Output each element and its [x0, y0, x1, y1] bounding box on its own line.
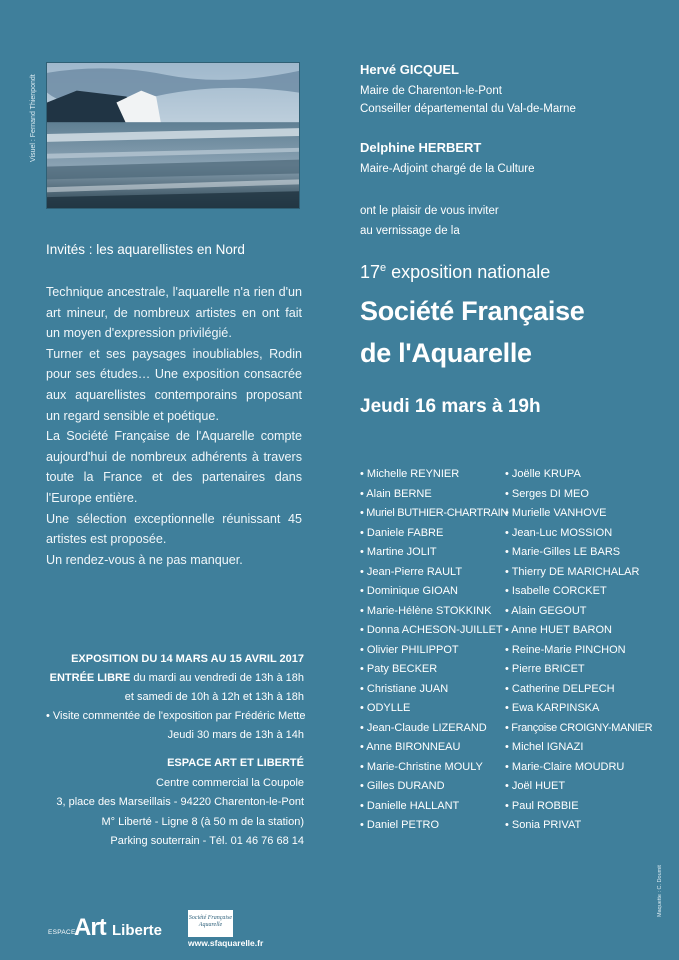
host1-role: Conseiller départemental du Val-de-Marne [360, 103, 576, 115]
list-item: • Danielle HALLANT [360, 799, 460, 812]
list-item: • Thierry DE MARICHALAR [505, 565, 640, 578]
list-item: • ODYLLE [360, 702, 411, 714]
event-title: Société Française [360, 296, 585, 326]
invites-heading: Invités : les aquarellistes en Nord [46, 242, 245, 257]
paragraph: Une sélection exceptionnelle réunissant 45 artistes est proposée. [46, 511, 302, 547]
free-entry: ENTRÉE LIBRE [49, 672, 131, 684]
list-item: • Joël HUET [505, 780, 566, 792]
list-item: • Paty BECKER [360, 663, 438, 675]
list-item: • Donna ACHESON-JUILLET [360, 624, 503, 636]
event-title: de l'Aquarelle [360, 338, 532, 368]
list-item: • Michelle REYNIER [360, 468, 460, 480]
list-item: • Olivier PHILIPPOT [360, 643, 459, 656]
design-credit: Maquette : C. Doumit [657, 865, 663, 917]
event-date: Jeudi 16 mars à 19h [360, 396, 541, 417]
website-link[interactable]: www.sfaquarelle.fr [188, 938, 264, 948]
list-item: • Martine JOLIT [360, 546, 437, 558]
paragraph: Un rendez-vous à ne pas manquer. [46, 552, 243, 567]
list-item: • Marie-Claire MOUDRU [505, 760, 625, 773]
venue-line: M° Liberté - Ligne 8 (à 50 m de la station) [101, 815, 304, 828]
list-item: • Daniele FABRE [360, 526, 444, 539]
list-item: • Serges DI MEO [505, 487, 589, 500]
list-item: • Catherine DELPECH [505, 682, 615, 695]
list-item: • Françoise CROIGNY-MANIER [505, 721, 653, 734]
list-item: • Reine-Marie PINCHON [505, 643, 626, 656]
list-item: • Marie-Gilles LE BARS [505, 546, 621, 558]
host1-name: Hervé GICQUEL [360, 62, 459, 77]
list-item: • Michel IGNAZI [505, 741, 584, 753]
list-item: • Jean-Pierre RAULT [360, 565, 463, 578]
list-item: • Isabelle CORCKET [505, 585, 607, 597]
list-item: • Alain GEGOUT [505, 604, 587, 617]
paragraph: Turner et ses paysages inoubliables, Rodin pour ses études… Une exposition consacrée aux aquarellistes contemporains proposant un regard sensible et poétique. [46, 346, 302, 423]
exhibition-dates: EXPOSITION DU 14 MARS AU 15 AVRIL 2017 [71, 653, 304, 665]
guided-tour: • Visite commentée de l'exposition par Frédéric Mette [46, 710, 306, 722]
list-item: • Murielle VANHOVE [505, 507, 607, 519]
guided-tour-date: Jeudi 30 mars de 13h à 14h [167, 729, 304, 741]
host2-role: Maire-Adjoint chargé de la Culture [360, 163, 535, 175]
list-item: • Dominique GIOAN [360, 585, 458, 597]
invitation-text: au vernissage de la [360, 225, 460, 237]
list-item: • Alain BERNE [360, 487, 432, 500]
invitation-text: ont le plaisir de vous inviter [360, 205, 499, 217]
weekday-hours: du mardi au vendredi de 13h à 18h [130, 672, 304, 684]
exhibition-info [46, 650, 304, 745]
list-item: • Ewa KARPINSKA [505, 702, 600, 714]
venue-line: Centre commercial la Coupole [156, 776, 304, 789]
artist-list-right [505, 465, 652, 836]
list-item: • Daniel PETRO [360, 819, 440, 831]
image-credit: Visuel : Fernand Thienpondt [30, 74, 37, 162]
venue-name: ESPACE ART ET LIBERTÉ [167, 757, 304, 769]
list-item: • Joëlle KRUPA [505, 468, 581, 480]
list-item: • Muriel BUTHIER-CHARTRAIN [360, 507, 509, 519]
paragraph: La Société Française de l'Aquarelle compte aujourd'hui de nombreux adhérents à travers toute la France et des partenaires dans l'Europe entière. [46, 429, 302, 505]
painting-image [47, 63, 299, 208]
list-item: • Marie-Christine MOULY [360, 760, 483, 773]
list-item: • Jean-Luc MOSSION [505, 526, 613, 539]
watercolor-painting [46, 62, 300, 209]
host2-name: Delphine HERBERT [360, 140, 482, 155]
list-item: • Pierre BRICET [505, 663, 585, 675]
description-text [46, 282, 302, 570]
saturday-hours: et samedi de 10h à 12h et 13h à 18h [124, 691, 304, 703]
paragraph: Technique ancestrale, l'aquarelle n'a rien d'un art mineur, de nombreux artistes en ont fait un moyen d'expression privilégié. [46, 285, 302, 341]
list-item: • Marie-Hélène STOKKINK [360, 604, 492, 617]
list-item: • Christiane JUAN [360, 682, 449, 695]
sfa-logo: Société Française Aquarelle [188, 910, 233, 937]
list-item: • Anne HUET BARON [505, 624, 612, 636]
artist-list-left [360, 465, 508, 836]
list-item: • Paul ROBBIE [505, 799, 579, 812]
espace-art-liberte-logo: ESPACE Art Liberte [48, 914, 163, 941]
list-item: • Sonia PRIVAT [505, 819, 582, 831]
venue-line: Parking souterrain - Tél. 01 46 76 68 14 [110, 835, 304, 848]
venue-line: 3, place des Marseillais - 94220 Charenton-le-Pont [56, 796, 304, 809]
list-item: • Jean-Claude LIZERAND [360, 721, 487, 734]
venue-info [46, 754, 304, 852]
list-item: • Gilles DURAND [360, 780, 445, 792]
host1-role: Maire de Charenton-le-Pont [360, 85, 502, 97]
exhibition-edition: 17e exposition nationale [360, 262, 551, 282]
opening-hours [46, 669, 304, 688]
list-item: • Anne BIRONNEAU [360, 741, 461, 753]
